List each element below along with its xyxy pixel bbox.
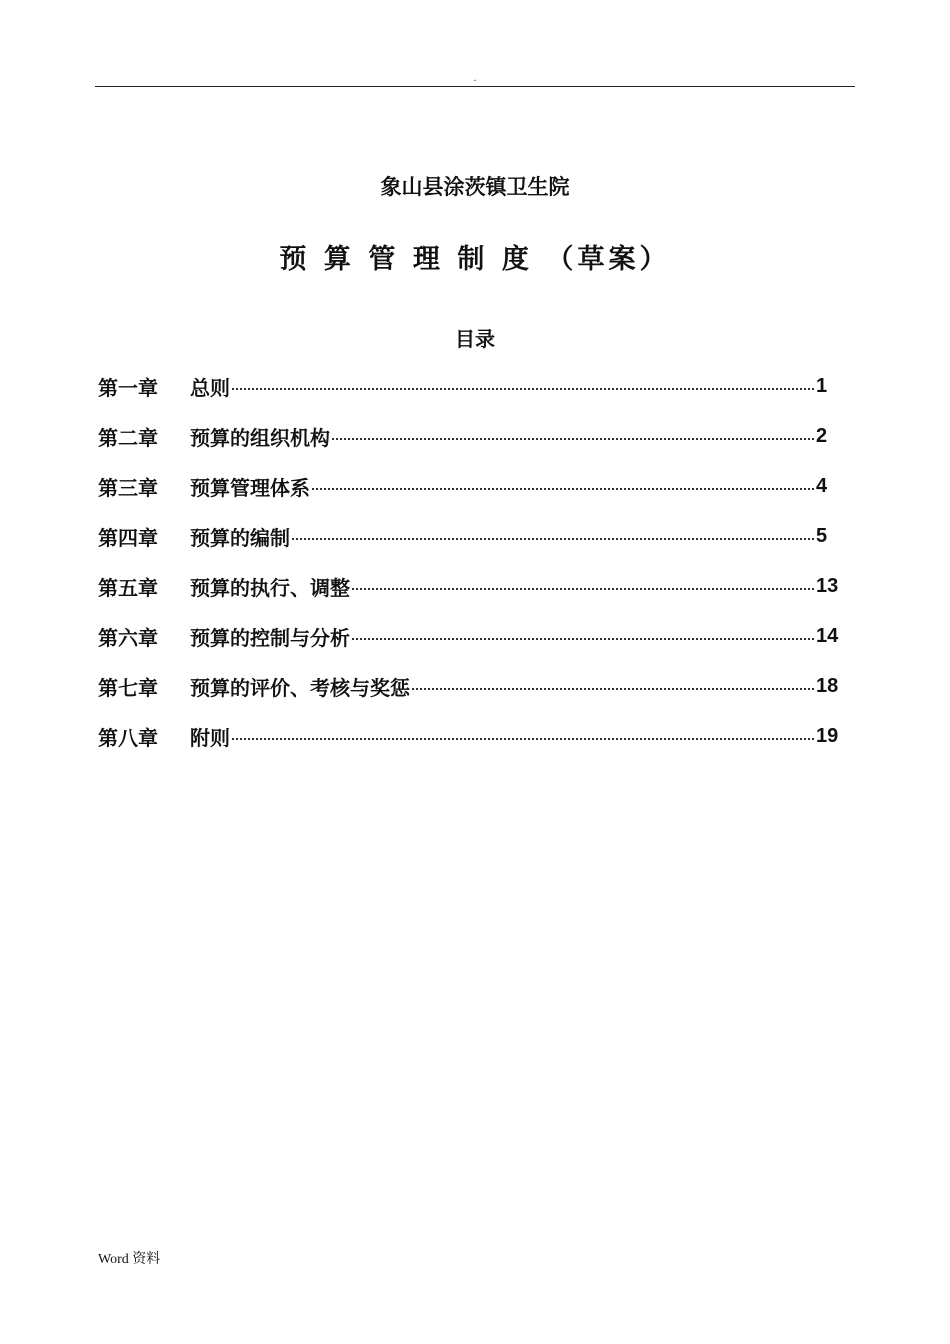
toc-dot-leader <box>312 488 814 490</box>
toc-page-number: 19 <box>816 724 839 747</box>
toc-entry[interactable] <box>98 422 848 450</box>
toc-entry[interactable] <box>98 472 848 500</box>
toc-page-number: 4 <box>816 474 828 497</box>
toc-entry[interactable] <box>98 722 848 750</box>
toc-chapter-title: 预算的编制 <box>190 525 290 550</box>
toc-chapter-title: 附则 <box>190 725 230 750</box>
toc-page-number: 14 <box>816 624 839 647</box>
toc-heading: 目录 <box>455 327 495 351</box>
toc-chapter-title: 预算的控制与分析 <box>190 625 350 650</box>
toc-chapter-title: 预算的评价、考核与奖惩 <box>190 675 410 700</box>
header-rule <box>95 86 855 87</box>
toc-chapter-label: 第三章 <box>98 475 158 500</box>
toc-dot-leader <box>352 588 814 590</box>
toc-dot-leader <box>352 638 814 640</box>
toc-chapter-label: 第八章 <box>98 725 158 750</box>
document-title: 预 算 管 理 制 度 （草案） <box>279 244 671 275</box>
toc-dot-leader <box>292 538 814 540</box>
toc-entry[interactable] <box>98 522 848 550</box>
toc-chapter-title: 预算的组织机构 <box>190 425 330 450</box>
toc-chapter-label: 第一章 <box>98 375 158 400</box>
toc-entry[interactable] <box>98 372 848 400</box>
toc-page-number: 5 <box>816 524 828 547</box>
toc-dot-leader <box>232 388 814 390</box>
toc-chapter-label: 第四章 <box>98 525 158 550</box>
organization-name: 象山县涂茨镇卫生院 <box>380 175 570 199</box>
toc-page-number: 2 <box>816 424 828 447</box>
toc-entry[interactable] <box>98 572 848 600</box>
toc-chapter-title: 总则 <box>190 375 230 400</box>
toc-page-number: 13 <box>816 574 839 597</box>
header-mark: . <box>473 73 477 84</box>
toc-dot-leader <box>332 438 814 440</box>
footer-text: Word 资料 <box>98 1252 161 1267</box>
toc-chapter-title: 预算管理体系 <box>190 475 310 500</box>
toc-chapter-label: 第七章 <box>98 675 158 700</box>
toc-chapter-label: 第五章 <box>98 575 158 600</box>
toc-chapter-label: 第六章 <box>98 625 158 650</box>
toc-entry[interactable] <box>98 622 848 650</box>
toc-dot-leader <box>412 688 814 690</box>
toc-entry[interactable] <box>98 672 848 700</box>
toc-chapter-title: 预算的执行、调整 <box>190 575 350 600</box>
toc-page-number: 1 <box>816 374 828 397</box>
toc-page-number: 18 <box>816 674 839 697</box>
toc-chapter-label: 第二章 <box>98 425 158 450</box>
toc-dot-leader <box>232 738 814 740</box>
